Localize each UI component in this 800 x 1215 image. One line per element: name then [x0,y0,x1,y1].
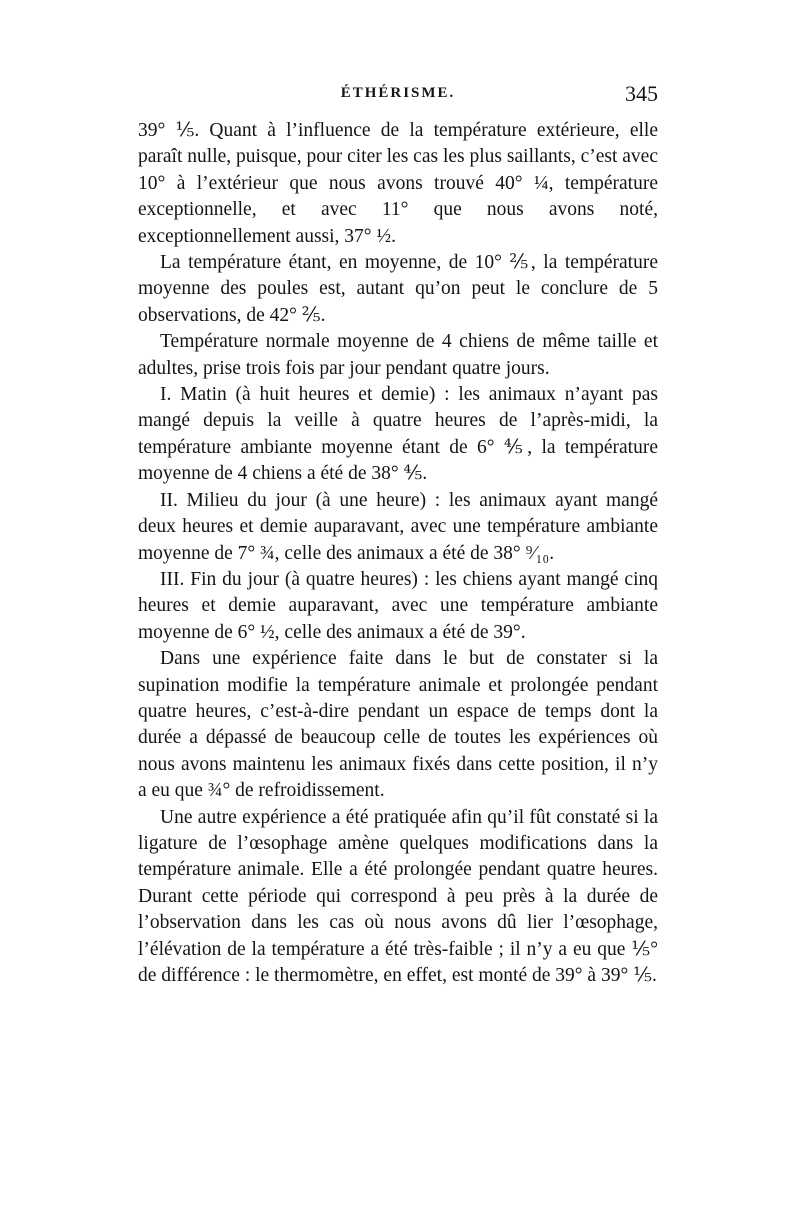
paragraph-hens-temperature: La température étant, en moyenne, de 10° ⅖, la température moyenne des poules est, autant qu’on peut le conclure de 5 observations, de 42° ⅖. [138,252,658,326]
running-head: ÉTHÉRISME. [340,85,456,101]
page-header [138,81,658,109]
paragraph-morning: I. Matin (à huit heures et demie) : les animaux n’ayant pas mangé depuis la veille à quatre heures de l’après-midi, la température ambiante moyenne étant de 6° ⅘, la température moyenne de 4 chiens a été de 38° ⅘. [138,384,658,485]
paragraph-evening: III. Fin du jour (à quatre heures) : les chiens ayant mangé cinq heures et demie auparavant, avec une température ambiante moyenne de 6° ½, celle des animaux a été de 39°. [138,568,658,643]
paragraph-midday: II. Milieu du jour (à une heure) : les animaux ayant mangé deux heures et demie auparavant, avec une température ambiante moyenne de 7° ¾, celle des animaux a été de 38° ⁹⁄₁₀. [138,489,658,564]
paragraph-supination: Dans une expérience faite dans le but de constater si la supination modifie la température animale et prolongée pendant quatre heures, c’est-à-dire pendant un espace de temps dont la durée a dépassé de beaucoup celle de toutes les expériences où nous avons maintenu les animaux fixés dans cette position, il n’y a eu que ¾° de refroidissement. [138,648,658,802]
paragraph-continued: 39° ⅕. Quant à l’influence de la température extérieure, elle paraît nulle, puisque, pour citer les cas les plus saillants, c’est avec 10° à l’extérieur que nous avons trouvé 40° ¼, température exceptionnelle, et avec 11° que nous avons noté, exceptionnellement aussi, 37° ½. [138,120,658,247]
paragraph-dogs-heading: Température normale moyenne de 4 chiens de même taille et adultes, prise trois fois par jour pendant quatre jours. [138,331,658,379]
body-text [138,118,658,989]
page-number: 345 [625,81,658,106]
paragraph-oesophagus: Une autre expérience a été pratiquée afin qu’il fût constaté si la ligature de l’œsophage amène quelques modifications dans la température animale. Elle a été prolongée pendant quatre heures. Durant cette période qui correspond à peu près à la durée de l’observation dans les cas où nous avons dû lier l’œsophage, l’élévation de la température a été très-faible ; il n’y a eu que ⅕° de différence : le thermomètre, en effet, est monté de 39° à 39° ⅕. [138,806,658,986]
